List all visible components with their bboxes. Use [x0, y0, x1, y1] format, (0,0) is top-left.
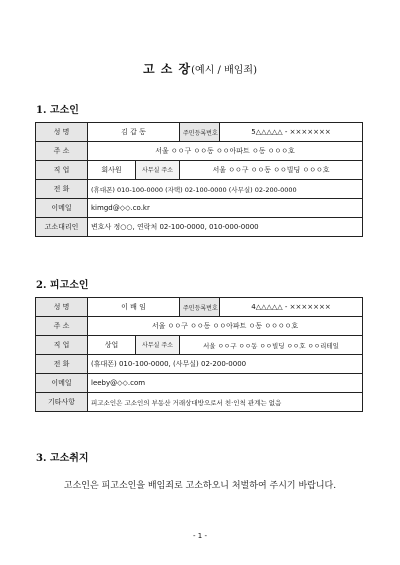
phone-value: (휴대폰) 010-100-0000, (사무실) 02-200-0000 [88, 355, 363, 374]
table-row [36, 161, 363, 180]
name-value: 이 배 임 [88, 298, 180, 317]
accused-table [35, 297, 363, 412]
table-row [36, 336, 363, 355]
address-value: 서울 ㅇㅇ구 ㅇㅇ동 ㅇㅇ아파트 ㅇ동 ㅇㅇㅇ호 [88, 142, 363, 161]
title-main: 고 소 장 [143, 62, 192, 76]
complainant-table [35, 122, 363, 237]
title-sub: (예시 / 배임죄) [191, 65, 257, 76]
office-address-label: 사무실 주소 [136, 161, 180, 180]
address-label: 주 소 [36, 317, 88, 336]
table-row [36, 298, 363, 317]
table-row [36, 317, 363, 336]
table-row [36, 393, 363, 412]
job-value: 회사원 [88, 161, 136, 180]
office-address-label: 사무실 주소 [136, 336, 180, 355]
section-heading-purpose: 3. 고소취지 [36, 453, 89, 464]
phone-label: 전 화 [36, 355, 88, 374]
office-address-value: 서울 ㅇㅇ구 ㅇㅇ동 ㅇㅇ빌딩 ㅇㅇㅇ호 [180, 161, 363, 180]
table-row [36, 123, 363, 142]
page-number: - 1 - [193, 532, 207, 540]
table-row [36, 218, 363, 237]
document-title [0, 60, 400, 77]
table-row [36, 374, 363, 393]
table-row [36, 180, 363, 199]
office-address-value: 서울 ㅇㅇ구 ㅇㅇ동 ㅇㅇ빌딩 ㅇㅇ호 ㅇㅇ리테일 [180, 336, 363, 355]
agent-label: 고소대리인 [36, 218, 88, 237]
table-row [36, 199, 363, 218]
rrn-value: 5△△△△△ - ××××××× [220, 123, 363, 142]
table-row [36, 142, 363, 161]
email-value: kimgd@◇◇.co.kr [88, 199, 363, 218]
job-label: 직 업 [36, 336, 88, 355]
address-label: 주 소 [36, 142, 88, 161]
other-value: 피고소인은 고소인의 부동산 거래상대방으로서 친·인척 관계는 없음 [88, 393, 363, 412]
other-label: 기타사항 [36, 393, 88, 412]
rrn-value: 4△△△△△ - ××××××× [220, 298, 363, 317]
purpose-text: 고소인은 피고소인을 배임죄로 고소하오니 처벌하여 주시기 바랍니다. [63, 481, 337, 491]
section-heading-complainant: 1. 고소인 [36, 105, 79, 116]
email-label: 이메일 [36, 199, 88, 218]
phone-value: (휴대폰) 010-100-0000 (자택) 02-100-0000 (사무실) 02-200-0000 [88, 180, 363, 199]
table-row [36, 355, 363, 374]
name-value: 김 갑 동 [88, 123, 180, 142]
address-value: 서울 ㅇㅇ구 ㅇㅇ동 ㅇㅇ아파트 ㅇ동 ㅇㅇㅇㅇ호 [88, 317, 363, 336]
rrn-label: 주민등록번호 [180, 123, 220, 142]
name-label: 성 명 [36, 298, 88, 317]
section-heading-accused: 2. 피고소인 [36, 280, 89, 291]
job-label: 직 업 [36, 161, 88, 180]
phone-label: 전 화 [36, 180, 88, 199]
email-label: 이메일 [36, 374, 88, 393]
job-value: 상업 [88, 336, 136, 355]
agent-value: 변호사 정○○, 연락처 02-100-0000, 010-000-0000 [88, 218, 363, 237]
name-label: 성 명 [36, 123, 88, 142]
rrn-label: 주민등록번호 [180, 298, 220, 317]
email-value: leeby@◇◇.com [88, 374, 363, 393]
